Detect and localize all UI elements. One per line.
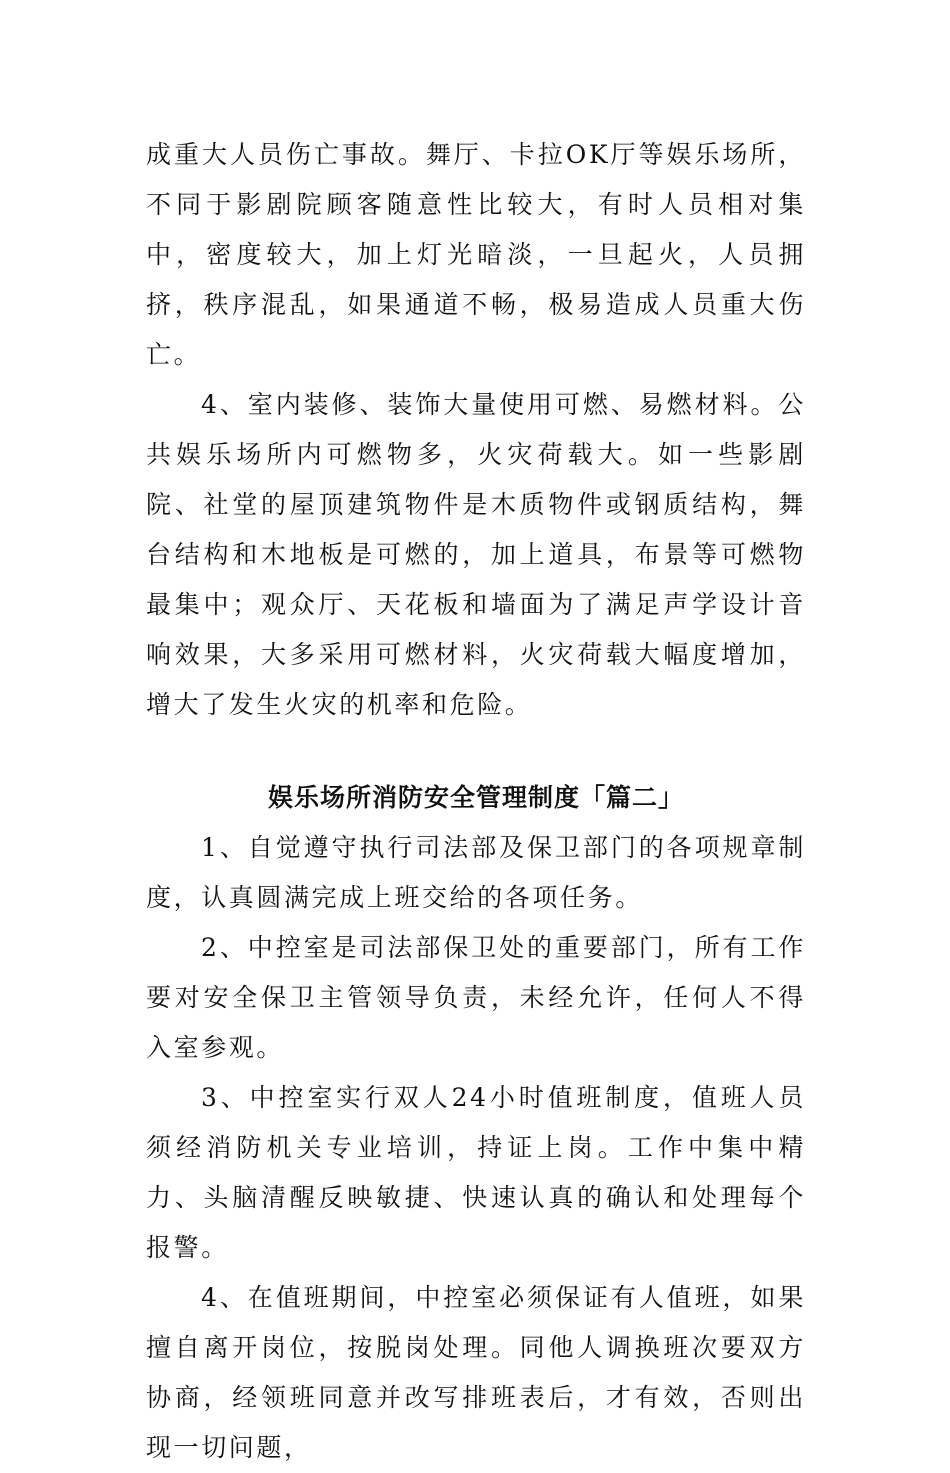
paragraph-rule-4: 4、在值班期间，中控室必须保证有人值班，如果擅自离开岗位，按脱岗处理。同他人调换班次要双方协商，经领班同意并改写排班表后，才有效，否则出现一切问题， <box>146 1283 806 1462</box>
paragraph-rule-3: 3、中控室实行双人24小时值班制度，值班人员须经消防机关专业培训，持证上岗。工作中集中精力、头脑清醒反映敏捷、快速认真的确认和处理每个报警。 <box>146 1083 806 1262</box>
paragraph-rule-2: 2、中控室是司法部保卫处的重要部门，所有工作要对安全保卫主管领导负责，未经允许，任何人不得入室参观。 <box>146 933 806 1062</box>
document-body <box>146 130 806 1473</box>
paragraph-continuation: 成重大人员伤亡事故。舞厅、卡拉OK厅等娱乐场所，不同于影剧院顾客随意性比较大，有时人员相对集中，密度较大，加上灯光暗淡，一旦起火，人员拥挤，秩序混乱，如果通道不畅，极易造成人员重大伤亡。 <box>146 140 806 369</box>
paragraph-item-4-decoration: 4、室内装修、装饰大量使用可燃、易燃材料。公共娱乐场所内可燃物多，火灾荷载大。如一些影剧院、社堂的屋顶建筑物件是木质物件或钢质结构，舞台结构和木地板是可燃的，加上道具，布景等可燃物最集中；观众厅、天花板和墙面为了满足声学设计音响效果，大多采用可燃材料，火灾荷载大幅度增加，增大了发生火灾的机率和危险。 <box>146 390 806 719</box>
section-title: 娱乐场所消防安全管理制度「篇二」 <box>267 783 684 812</box>
paragraph-rule-1: 1、自觉遵守执行司法部及保卫部门的各项规章制度，认真圆满完成上班交给的各项任务。 <box>146 833 806 912</box>
